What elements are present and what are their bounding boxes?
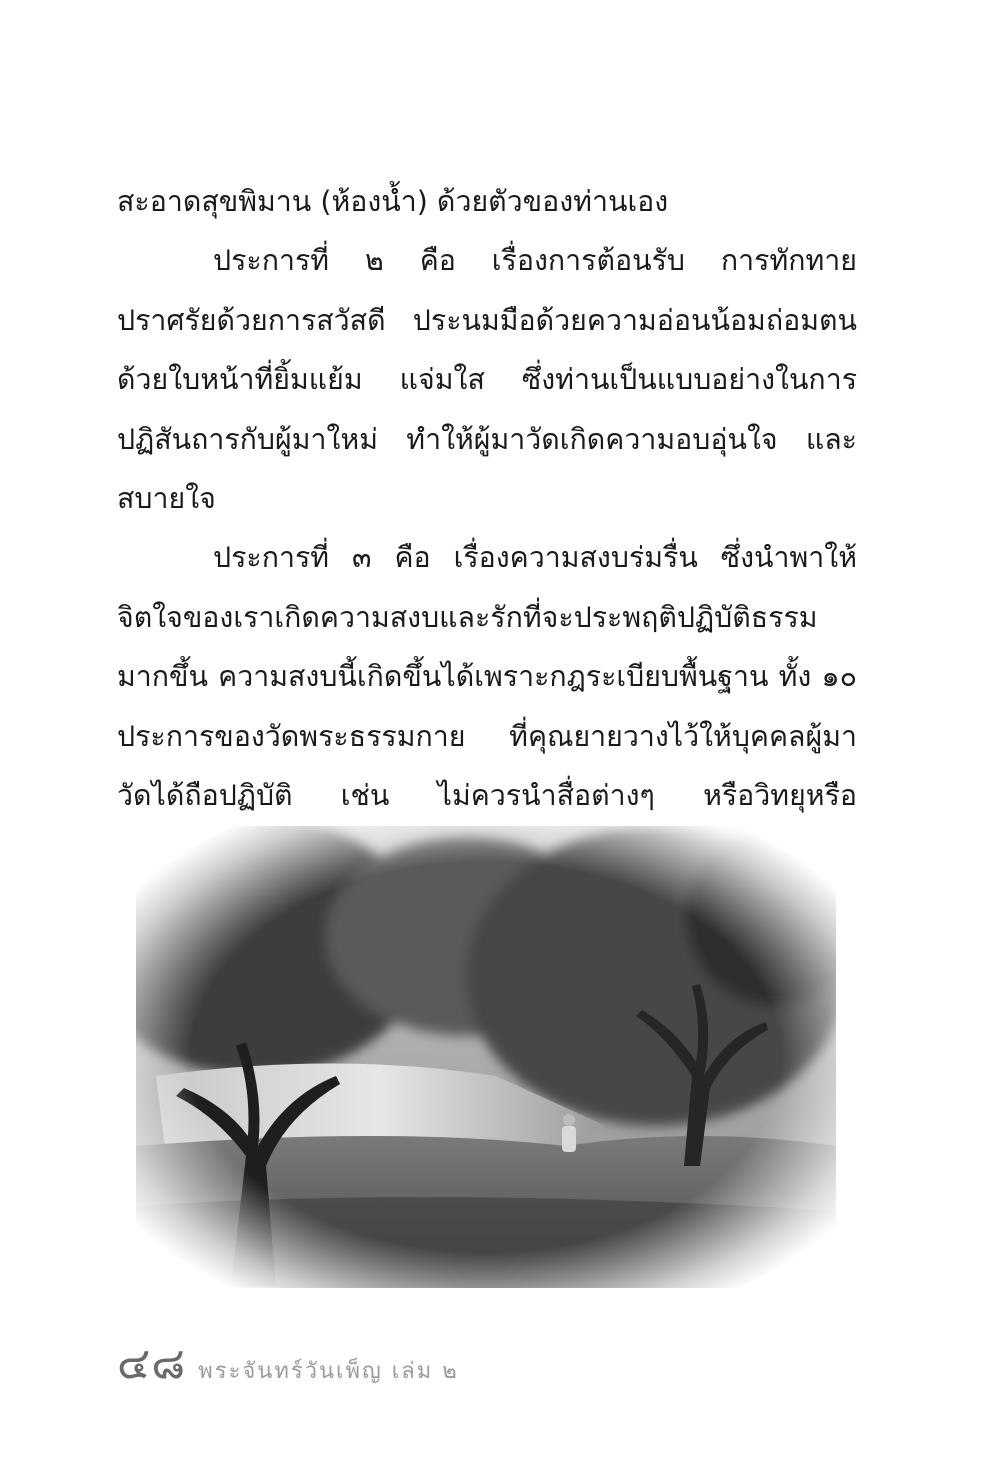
text-line: สะอาดสุขพิมาน (ห้องน้ำ) ด้วยตัวของท่านเอง [117, 185, 669, 218]
text-line: วัดได้ถือปฏิบัติ เช่น ไม่ควรนำสื่อต่างๆ หรือวิทยุหรือ [117, 778, 857, 812]
park-photo [136, 826, 836, 1288]
book-title: พระจันทร์วันเพ็ญ เล่ม ๒ [198, 1359, 459, 1384]
text-line: มากขึ้น ความสงบนี้เกิดขึ้นได้เพราะกฎระเบียบพื้นฐาน ทั้ง ๑๐ [117, 660, 857, 694]
text-line: ประการของวัดพระธรรมกาย ที่คุณยายวางไว้ให้บุคคลผู้มา [117, 719, 857, 753]
page-number: ๔๘ [117, 1338, 187, 1389]
text-line: จิตใจของเราเกิดความสงบและรักที่จะประพฤติปฏิบัติธรรม [117, 600, 818, 634]
text-line: ปฏิสันถารกับผู้มาใหม่ ทำให้ผู้มาวัดเกิดความอบอุ่นใจ และ [117, 422, 857, 456]
text-line: ปราศรัยด้วยการสวัสดี ประนมมือด้วยความอ่อนน้อมถ่อมตน [117, 303, 857, 337]
text-line: ด้วยใบหน้าที่ยิ้มแย้ม แจ่มใส ซึ่งท่านเป็นแบบอย่างในการ [117, 363, 857, 397]
body-text [117, 172, 857, 825]
text-line: ประการที่ ๓ คือ เรื่องความสงบร่มรื่น ซึ่งนำพาให้ [213, 541, 857, 575]
page-footer [117, 1328, 617, 1388]
text-line: ประการที่ ๒ คือ เรื่องการต้อนรับ การทักทาย [213, 244, 857, 278]
text-line: สบายใจ [117, 481, 216, 515]
